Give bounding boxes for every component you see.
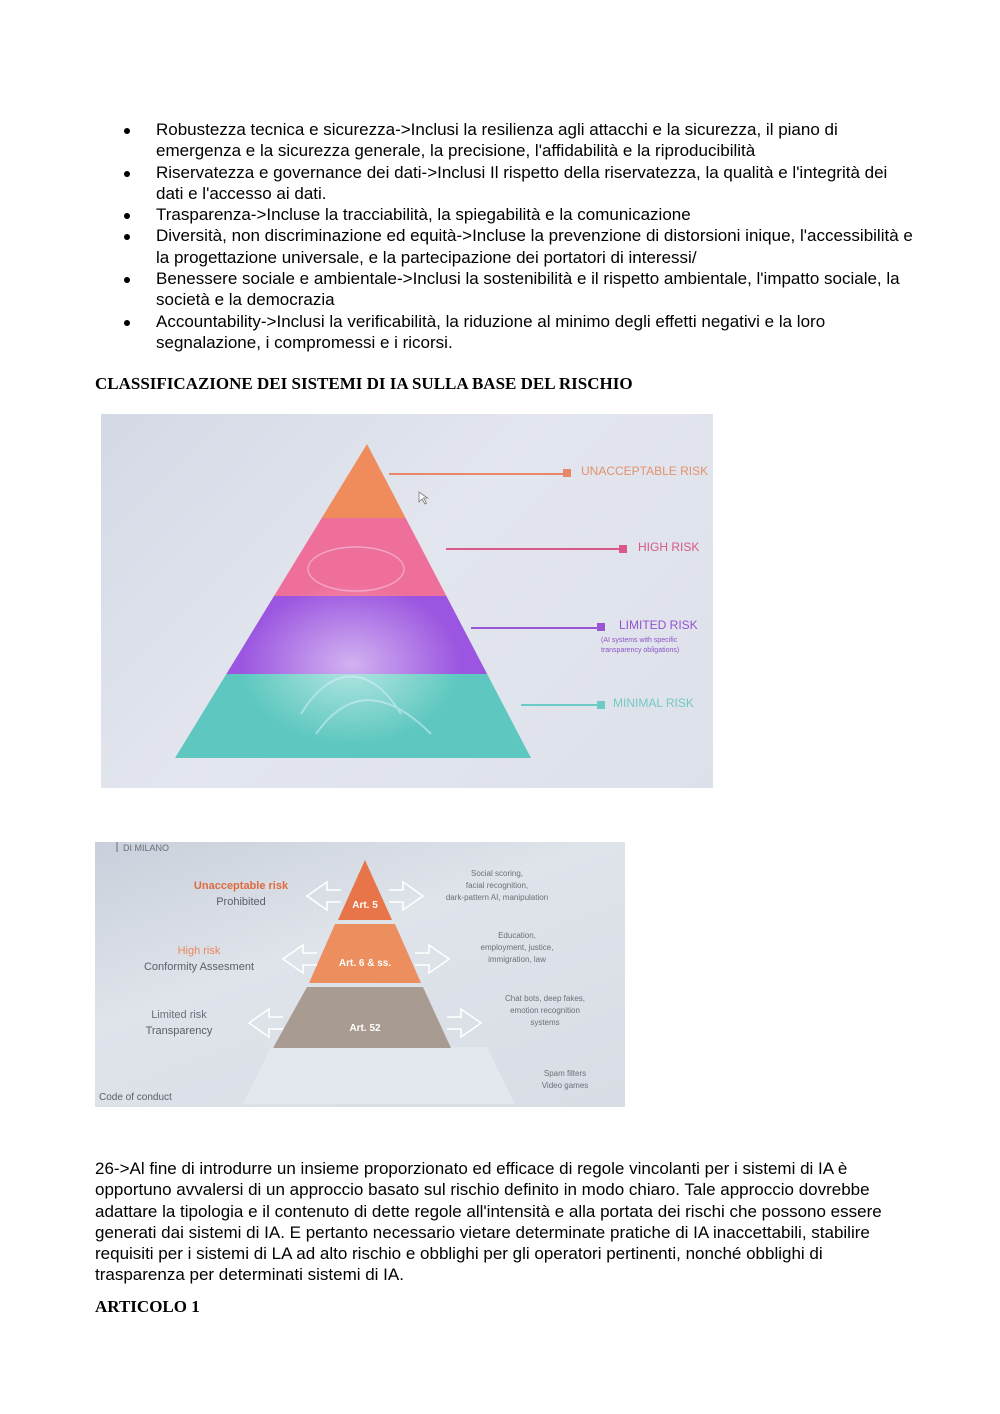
minimal-examples-text: Spam filters <box>543 1069 587 1078</box>
code-of-conduct-label: Code of conduct <box>99 1092 172 1103</box>
risk-label-minimal: MINIMAL RISK <box>613 696 694 710</box>
arrow-right-icon <box>415 945 449 973</box>
risk-label-high: HIGH RISK <box>638 540 700 554</box>
list-item: Diversità, non discriminazione ed equità->Incluse la prevenzione di distorsioni inique, l'accessibilità e la progettazione universale, e la partecipazione dei portatori di interessi/ <box>95 225 915 268</box>
pyramid-tier-art52 <box>273 987 451 1048</box>
examples-text: emotion recognition <box>510 1006 580 1015</box>
risk-pyramid-photo <box>101 414 713 788</box>
section-heading: CLASSIFICAZIONE DEI SISTEMI DI IA SULLA BASE DEL RISCHIO <box>95 374 633 393</box>
list-item: Robustezza tecnica e sicurezza->Inclusi la resilienza agli attacchi e la sicurezza, il piano di emergenza e la sicurezza generale, la precisione, l'affidabilità e la riproducibilità <box>95 119 915 162</box>
principles-list <box>95 119 915 353</box>
risk-label-unacceptable: UNACCEPTABLE RISK <box>581 464 709 478</box>
bullet-icon <box>124 277 130 283</box>
list-item: Accountability->Inclusi la verificabilità, la riduzione al minimo degli effetti negativi e la loro segnalazione, i compromessi e i ricorsi. <box>95 311 915 354</box>
risk-label-limited-note: (AI systems with specific <box>601 637 678 644</box>
marker-icon <box>563 469 571 477</box>
tier-article-label: Art. 5 <box>352 900 378 911</box>
arrow-right-icon <box>389 882 423 910</box>
examples-text: facial recognition, <box>465 881 529 890</box>
risk-label-limited: LIMITED RISK <box>619 618 698 632</box>
ai-act-tiers-photo <box>95 842 625 1107</box>
risk-label-limited-note: transparency obligations) <box>601 647 680 654</box>
pyramid-tier-high <box>101 518 713 596</box>
bullet-icon <box>124 128 130 134</box>
obligation-label: Prohibited <box>216 896 266 908</box>
arrow-left-icon <box>307 882 341 910</box>
list-item: Riservatezza e governance dei dati->Inclusi Il rispetto della riservatezza, la qualità e l'integrità dei dati e l'accesso ai dati. <box>95 162 915 205</box>
list-item: Benessere sociale e ambientale->Inclusi la sostenibilità e il rispetto ambientale, l'impatto sociale, la società e la democrazia <box>95 268 915 311</box>
tier-article-label: Art. 52 <box>349 1023 381 1034</box>
pyramid-tier-art5 <box>338 860 392 920</box>
pyramid-tier-art6 <box>309 924 421 983</box>
tier-article-label: Art. 6 & ss. <box>338 958 392 969</box>
arrow-right-icon <box>447 1009 481 1037</box>
examples-text: Social scoring, <box>470 869 524 878</box>
list-item: Trasparenza->Incluse la tracciabilità, la spiegabilità e la comunicazione <box>95 204 915 225</box>
examples-text: systems <box>530 1018 560 1027</box>
cursor-icon <box>419 492 428 504</box>
examples-text: dark-pattern AI, manipulation <box>445 893 549 902</box>
bullet-icon <box>124 213 130 219</box>
minimal-examples-text: Video games <box>541 1081 589 1090</box>
obligation-label: Transparency <box>145 1025 213 1037</box>
arrow-left-icon <box>283 945 317 973</box>
paragraph-26: 26->Al fine di introdurre un insieme proporzionato ed efficace di regole vincolanti per i sistemi di IA è opportuno avvalersi di un approccio basato sul rischio definito in modo chiaro. Tale approccio dovrebbe adattare la tipologia e il contenuto di dette regole all'intensità e alla portata dei rischi che possono essere generati dai sistemi di IA. E pertanto necessario vietare determinate pratiche di IA inaccettabili, stabilire requisiti per i sistemi di LA ad alto rischio e obblighi per gli operatori pertinenti, nonché obblighi di trasparenza per determinati sistemi di IA. <box>95 1159 882 1285</box>
marker-icon <box>597 623 605 631</box>
arrow-left-icon <box>249 1009 283 1037</box>
examples-text: Chat bots, deep fakes, <box>504 994 586 1003</box>
article-heading: ARTICOLO 1 <box>95 1297 200 1316</box>
bullet-icon <box>124 234 130 240</box>
bullet-icon <box>124 171 130 177</box>
slide-corner-text: DI MILANO <box>123 843 170 853</box>
marker-icon <box>619 545 627 553</box>
bullet-icon <box>124 320 130 326</box>
examples-text: employment, justice, <box>480 943 554 952</box>
risk-level-label: High risk <box>177 945 221 957</box>
risk-level-label: Limited risk <box>151 1009 207 1021</box>
examples-text: Education, <box>498 931 536 940</box>
examples-text: immigration, law <box>488 955 546 964</box>
risk-level-label: Unacceptable risk <box>193 880 289 892</box>
marker-icon <box>597 701 605 709</box>
obligation-label: Conformity Assesment <box>143 961 255 973</box>
